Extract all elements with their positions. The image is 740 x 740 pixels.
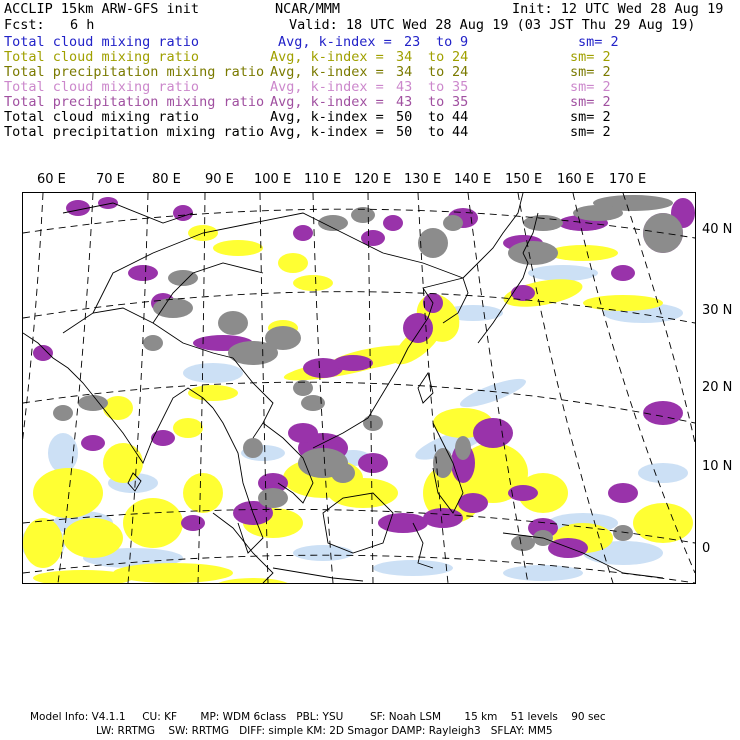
purple-precip xyxy=(643,401,683,425)
yellow-cloud xyxy=(278,253,308,273)
purple-precip xyxy=(151,430,175,446)
field-sm: sm= 2 xyxy=(578,34,619,50)
longitude-label: 60 E xyxy=(37,172,66,187)
field-avg: Avg, k-index = xyxy=(270,49,384,65)
forecast-hours: 6 h xyxy=(70,17,95,33)
purple-precip xyxy=(128,265,158,281)
gray-cloud xyxy=(443,215,463,231)
yellow-cloud xyxy=(213,578,293,583)
gray-cloud xyxy=(265,326,301,350)
purple-precip xyxy=(473,418,513,448)
purple-precip xyxy=(333,355,373,371)
longitude-label: 120 E xyxy=(354,172,392,187)
gray-cloud xyxy=(455,436,471,460)
field-k-end: 24 xyxy=(452,49,469,65)
latitude-label: 10 N xyxy=(702,459,733,474)
field-avg: Avg, k-index = xyxy=(270,79,384,95)
yellow-cloud xyxy=(183,473,223,513)
yellow-cloud-layer xyxy=(23,225,693,583)
longitude-label: 140 E xyxy=(454,172,492,187)
field-k-start: 50 xyxy=(396,124,413,140)
coastline xyxy=(63,308,233,358)
latitude-label: 0 xyxy=(702,541,711,556)
coastline xyxy=(463,193,523,278)
field-to: to xyxy=(428,109,445,125)
field-name: Total precipitation mixing ratio xyxy=(4,124,265,140)
purple-precip xyxy=(608,483,638,503)
latitude-label: 30 N xyxy=(702,303,733,318)
field-to: to xyxy=(436,34,453,50)
light-blue-cloud xyxy=(457,374,528,413)
purple-precip xyxy=(81,435,105,451)
yellow-cloud xyxy=(103,396,133,420)
gray-cloud xyxy=(331,463,355,483)
field-to: to xyxy=(428,49,445,65)
field-k-end: 35 xyxy=(452,79,469,95)
purple-precip xyxy=(181,515,205,531)
map-panel xyxy=(22,192,696,584)
yellow-cloud xyxy=(173,418,203,438)
model-info-line1: Model Info: V4.1.1 CU: KF MP: WDM 6class PBL: YSU SF: Noah LSM 15 km 51 levels 90 sec xyxy=(30,711,606,723)
longitude-label: 80 E xyxy=(152,172,181,187)
field-k-end: 44 xyxy=(452,109,469,125)
yellow-cloud xyxy=(583,295,663,311)
yellow-cloud xyxy=(63,518,123,558)
yellow-cloud xyxy=(328,478,398,508)
gray-cloud xyxy=(418,228,448,258)
light-blue-cloud xyxy=(373,560,453,576)
latitude-label: 20 N xyxy=(702,380,733,395)
longitude-label: 130 E xyxy=(404,172,442,187)
field-to: to xyxy=(428,94,445,110)
field-k-end: 35 xyxy=(452,94,469,110)
field-sm: sm= 2 xyxy=(570,94,611,110)
longitude-label: 110 E xyxy=(304,172,342,187)
field-k-start: 34 xyxy=(396,49,413,65)
field-k-start: 23 xyxy=(404,34,421,50)
gray-cloud xyxy=(258,488,288,508)
field-k-end: 24 xyxy=(452,64,469,80)
model-title: ACCLIP 15km ARW-GFS init xyxy=(4,1,200,17)
gray-cloud xyxy=(53,405,73,421)
field-k-start: 43 xyxy=(396,94,413,110)
field-sm: sm= 2 xyxy=(570,79,611,95)
gray-cloud xyxy=(243,438,263,458)
yellow-cloud xyxy=(213,240,263,256)
gray-cloud xyxy=(143,335,163,351)
purple-precip xyxy=(293,225,313,241)
purple-precip xyxy=(548,538,588,558)
field-k-end: 9 xyxy=(460,34,469,50)
field-avg: Avg, k-index = xyxy=(270,94,384,110)
yellow-cloud xyxy=(123,498,183,548)
field-name: Total cloud mixing ratio xyxy=(4,49,200,65)
light-blue-cloud xyxy=(293,545,353,561)
purple-precip xyxy=(611,265,635,281)
init-time: Init: 12 UTC Wed 28 Aug 19 xyxy=(512,1,724,17)
purple-precip xyxy=(423,508,463,528)
longitude-line xyxy=(313,193,333,583)
gray-cloud xyxy=(508,241,558,265)
longitude-label: 160 E xyxy=(557,172,595,187)
model-info-line2: LW: RRTMG SW: RRTMG DIFF: simple KM: 2D Smagor DAMP: Rayleigh3 SFLAY: MM5 xyxy=(96,725,553,737)
field-name: Total precipitation mixing ratio xyxy=(4,94,265,110)
field-to: to xyxy=(428,64,445,80)
gray-cloud xyxy=(218,311,248,335)
field-to: to xyxy=(428,124,445,140)
map-canvas xyxy=(23,193,695,583)
field-sm: sm= 2 xyxy=(570,124,611,140)
latitude-label: 40 N xyxy=(702,222,733,237)
yellow-cloud xyxy=(548,245,618,261)
forecast-label: Fcst: xyxy=(4,17,45,33)
purple-precip xyxy=(98,197,118,209)
yellow-cloud xyxy=(33,468,103,518)
purple-precip xyxy=(288,423,318,443)
field-k-start: 34 xyxy=(396,64,413,80)
field-name: Total cloud mixing ratio xyxy=(4,34,200,50)
field-avg: Avg, k-index = xyxy=(270,124,384,140)
yellow-cloud xyxy=(23,518,63,568)
longitude-line xyxy=(368,193,373,583)
gray-cloud xyxy=(363,415,383,431)
longitude-label: 90 E xyxy=(205,172,234,187)
gray-cloud xyxy=(511,535,535,551)
valid-time: Valid: 18 UTC Wed 28 Aug 19 (03 JST Thu 29 Aug 19) xyxy=(289,17,696,33)
purple-precip xyxy=(458,493,488,513)
field-name: Total cloud mixing ratio xyxy=(4,79,200,95)
coastline xyxy=(273,568,363,581)
light-blue-cloud xyxy=(528,265,598,281)
field-k-end: 44 xyxy=(452,124,469,140)
gray-cloud xyxy=(433,448,453,478)
gray-cloud xyxy=(613,525,633,541)
longitude-label: 150 E xyxy=(505,172,543,187)
yellow-cloud xyxy=(633,503,693,543)
longitude-label: 170 E xyxy=(609,172,647,187)
light-blue-cloud xyxy=(183,363,243,383)
center-label: NCAR/MMM xyxy=(275,1,341,17)
yellow-cloud xyxy=(293,275,333,291)
longitude-label: 70 E xyxy=(96,172,125,187)
light-blue-cloud xyxy=(48,433,78,473)
field-k-start: 50 xyxy=(396,109,413,125)
field-sm: sm= 2 xyxy=(570,49,611,65)
field-k-start: 43 xyxy=(396,79,413,95)
field-sm: sm= 2 xyxy=(570,109,611,125)
purple-precip xyxy=(383,215,403,231)
light-blue-cloud xyxy=(503,565,583,581)
field-avg: Avg, k-index = xyxy=(270,64,384,80)
field-name: Total precipitation mixing ratio xyxy=(4,64,265,80)
field-sm: sm= 2 xyxy=(570,64,611,80)
field-avg: Avg, k-index = xyxy=(270,109,384,125)
light-blue-cloud xyxy=(638,463,688,483)
purple-precip xyxy=(358,453,388,473)
longitude-label: 100 E xyxy=(254,172,292,187)
field-name: Total cloud mixing ratio xyxy=(4,109,200,125)
purple-precip xyxy=(378,513,428,533)
field-avg: Avg, k-index = xyxy=(278,34,392,50)
field-to: to xyxy=(428,79,445,95)
gray-cloud xyxy=(573,205,623,221)
